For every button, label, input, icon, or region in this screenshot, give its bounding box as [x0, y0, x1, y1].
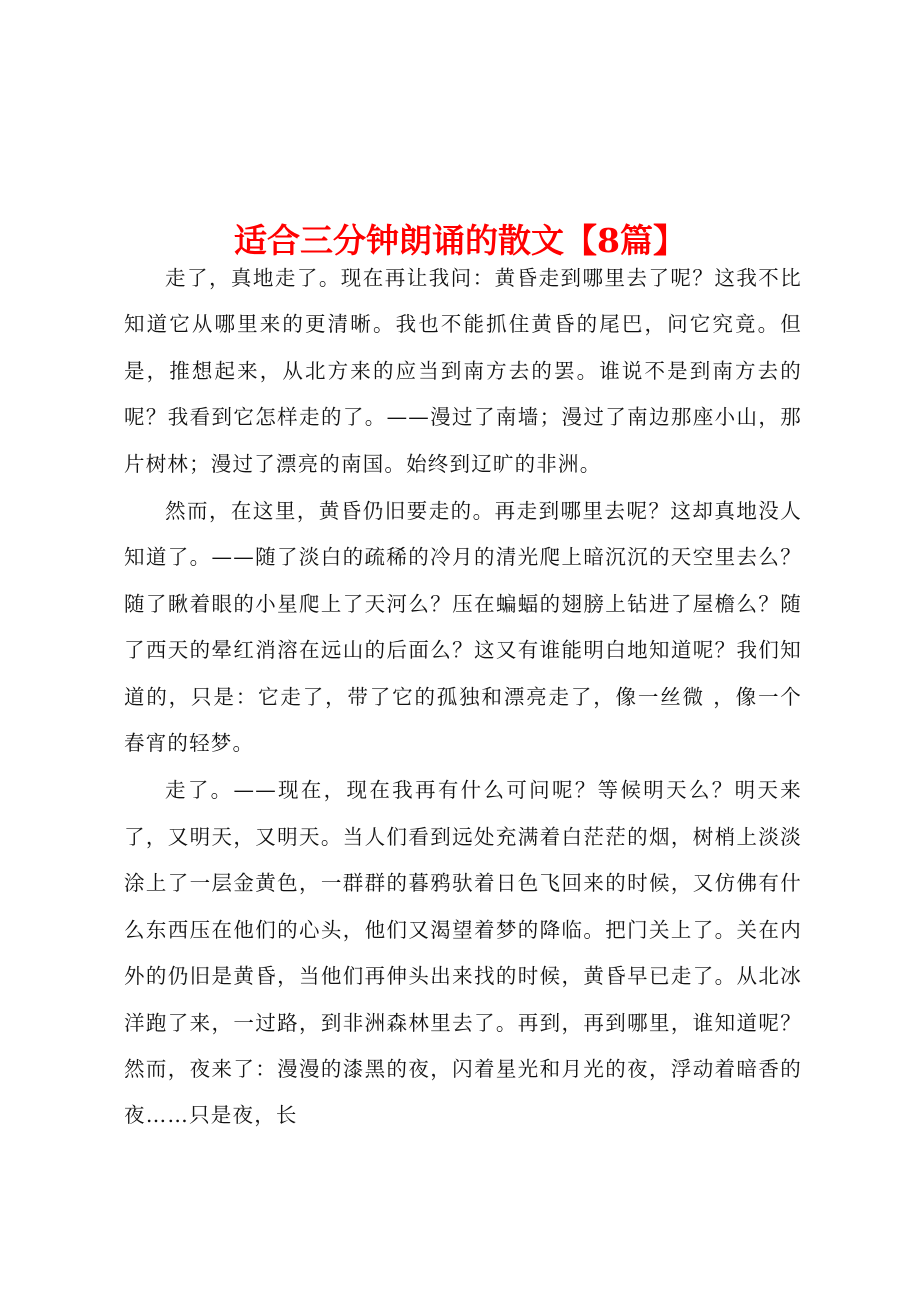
paragraph: 然而，在这里，黄昏仍旧要走的。再走到哪里去呢？这却真地没人知道了。——随了淡白的疏稀的冷月的清光爬上暗沉沉的天空里去么？随了瞅着眼的小星爬上了天河么？压在蝙蝠的翅膀上钻进了屋檐么？随了西天的晕红消溶在远山的后面么？这又有谁能明白地知道呢？我们知道的，只是：它走了，带了它的孤独和漂亮走了，像一丝微 ，像一个春宵的轻梦。	[124, 499, 802, 756]
document-title: 适合三分钟朗诵的散文【8篇】	[234, 221, 686, 261]
paragraph: 走了，真地走了。现在再让我问：黄昏走到哪里去了呢？这我不比知道它从哪里来的更清晰。我也不能抓住黄昏的尾巴，问它究竟。但是，推想起来，从北方来的应当到南方去的罢。谁说不是到南方去的呢？我看到它怎样走的了。——漫过了南墙；漫过了南边那座小山，那片树林；漫过了漂亮的南国。始终到辽旷的非洲。	[124, 266, 802, 476]
document-body	[124, 255, 802, 1139]
paragraph: 走了。——现在，现在我再有什么可问呢？等候明天么？明天来了，又明天，又明天。当人们看到远处充满着白茫茫的烟，树梢上淡淡涂上了一层金黄色，一群群的暮鸦驮着日色飞回来的时候，又仿佛有什么东西压在他们的心头，他们又渴望着梦的降临。把门关上了。关在内外的仍旧是黄昏，当他们再伸头出来找的时候，黄昏早已走了。从北冰洋跑了来，一过路，到非洲森林里去了。再到，再到哪里，谁知道呢？然而，夜来了：漫漫的漆黑的夜，闪着星光和月光的夜，浮动着暗香的夜……只是夜，长	[124, 778, 802, 1128]
